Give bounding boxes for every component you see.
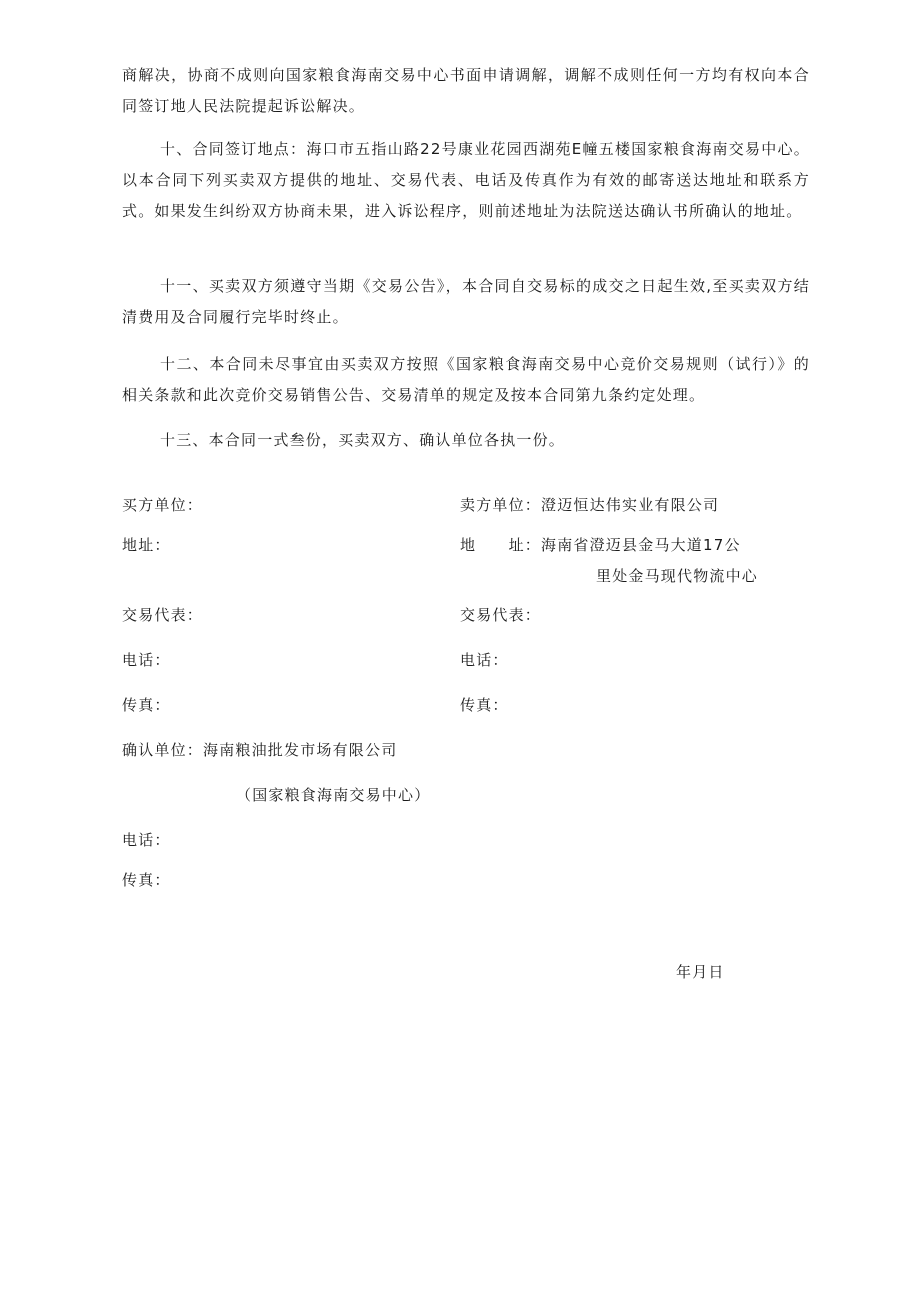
seller-phone-label: 电话： (460, 651, 509, 669)
seller-address-line1: 地 址：海南省澄迈县金马大道17公 (460, 536, 741, 554)
paragraph-clause-11: 十一、买卖双方须遵守当期《交易公告》，本合同自交易标的成交之日起生效,至买卖双方结清费用及合同履行完毕时终止。 (122, 277, 810, 326)
seller-fax-label: 传真： (460, 696, 509, 714)
confirm-fax-label: 传真： (122, 871, 171, 889)
buyer-rep-label: 交易代表： (122, 606, 204, 624)
buyer-address-label: 地址： (122, 536, 171, 554)
confirm-center: （国家粮食海南交易中心） (236, 786, 431, 804)
paragraph-clause-12: 十二、本合同未尽事宜由买卖双方按照《国家粮食海南交易中心竞价交易规则（试行）》的相关条款和此次竞价交易销售公告、交易清单的规定及按本合同第九条约定处理。 (122, 355, 810, 404)
seller-address-line2: 里处金马现代物流中心 (596, 567, 759, 585)
seller-unit: 卖方单位：澄迈恒达伟实业有限公司 (460, 496, 720, 514)
paragraph-clause-13: 十三、本合同一式叁份，买卖双方、确认单位各执一份。 (160, 431, 566, 449)
signature-date: 年月日 (676, 963, 725, 981)
confirm-phone-label: 电话： (122, 831, 171, 849)
confirm-unit: 确认单位：海南粮油批发市场有限公司 (122, 741, 398, 759)
buyer-unit-label: 买方单位： (122, 496, 204, 514)
seller-rep-label: 交易代表： (460, 606, 542, 624)
buyer-fax-label: 传真： (122, 696, 171, 714)
buyer-phone-label: 电话： (122, 651, 171, 669)
paragraph-clause-10: 十、合同签订地点：海口市五指山路22号康业花园西湖苑E幢五楼国家粮食海南交易中心。以本合同下列买卖双方提供的地址、交易代表、电话及传真作为有效的邮寄送达地址和联系方式。如果发生纠纷双方协商未果，进入诉讼程序，则前述地址为法院送达确认书所确认的地址。 (122, 140, 810, 220)
paragraph-dispute-resolution: 商解决，协商不成则向国家粮食海南交易中心书面申请调解，调解不成则任何一方均有权向本合同签订地人民法院提起诉讼解决。 (122, 66, 810, 115)
